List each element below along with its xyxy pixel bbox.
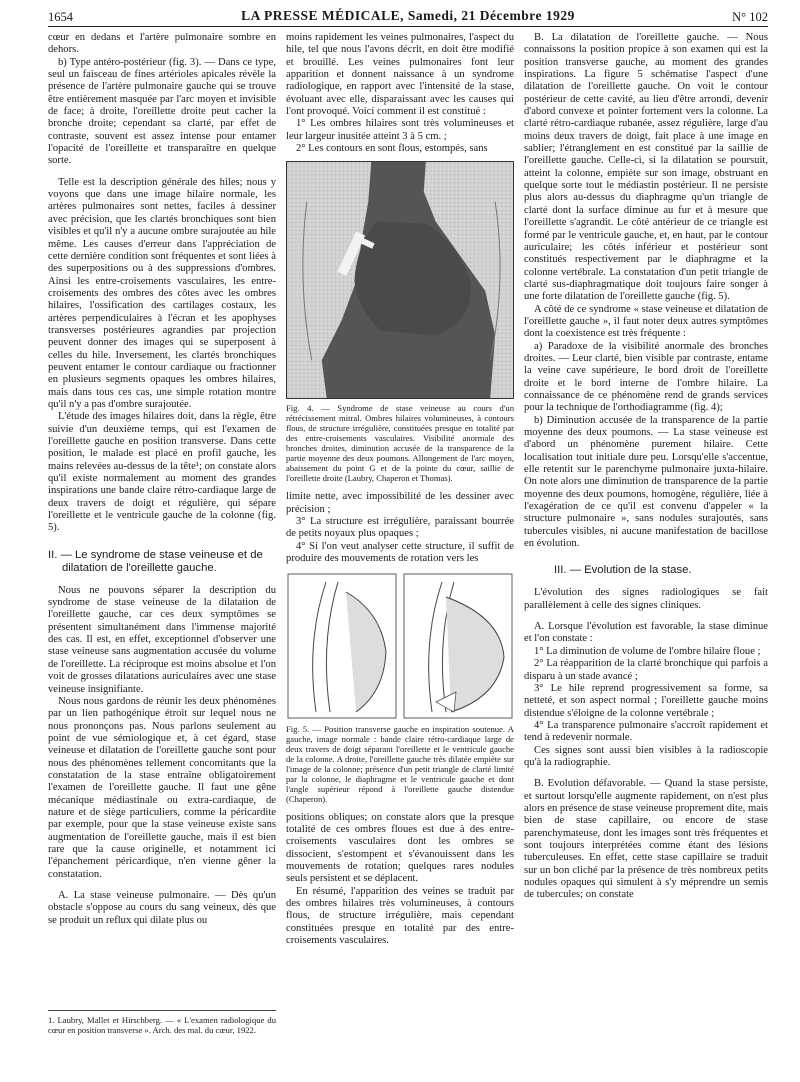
paragraph: positions obliques; on constate alors que la presque totalité de ces ombres floues est due à des entre-croisements vasculaires dont les ombres se dissocient, s'estompent et s'évanouissent dans les mouvements de rotation; quelques rares nodules seuls persistent et se déplacent. xyxy=(286,811,514,885)
issue-number: N° 102 xyxy=(732,10,768,24)
paragraph: 3° Le hile reprend progressivement sa forme, sa netteté, et son aspect normal ; l'oreillette gauche moins distendue s'éloigne de la colonne vertébrale ; xyxy=(524,682,768,719)
paragraph: 1° La diminution de volume de l'ombre hilaire floue ; xyxy=(534,645,761,657)
section-heading-2 xyxy=(48,549,276,575)
paragraph: Telle est la description générale des hiles; nous y voyons que dans une image hilaire normale, les artères pulmonaires sont nettes, faciles à dessiner avec précision, que les clartés bronchiques sont bien visibles et qu'il n'y a aucune ombre surajoutée au hile même. Les causes d'erreur dans l'appréciation de cette dernière condition sont fréquentes et sont liées à des superpositions ou à des suppressions d'ombres. Ainsi les entre-croisements vasculaires, les entre-croisements des ombres des côtes avec les ombres hilaires, l'ossification des cartilages costaux, les artères perpendiculaires à l'écran et les apophyses transverses postérieures agrandies par projection peuvent donner des images qui se superposent à celles du hile. Inversement, les clartés bronchiques peuvent entamer le contour cardiaque ou fractionner en plusieurs segments opaques les ombres hilaires, mais dans tous ces cas, une simple rotation montre qu'il n'y a pas d'ombre surajoutée. xyxy=(48,176,276,410)
column-middle xyxy=(286,32,514,947)
chest-radiograph-image xyxy=(287,162,513,398)
paragraph: Nous nous gardons de réunir les deux phénomènes par un lien pathogénique étroit sur lequel nous ne nous prononçons pas. Nous parlons seulement au point de vue sémiologique et, à cet égard, stase veineuse et dilatation de l'oreillette gauche sont pour nous des phénomènes tellement concomitants que la constatation de la stase entraîne obligatoirement l'examen de l'oreillette gauche. Il faut une gêne mécanique médiastinale ou extra-cardiaque, de nature et de siège particuliers, comme la péricardite par exemple, pour que la stase veineuse existe sans augmentation de l'oreillette gauche, mais il est bien rare que la cause originelle, et notamment ici l'épanchement péricardique, n'en vienne gêner la constatation. xyxy=(48,695,276,880)
paragraph: A. La stase veineuse pulmonaire. — Dès qu'un obstacle s'oppose au cours du sang veineux, dès que se produit un reflux qui dilate plus ou xyxy=(48,890,276,926)
column-right xyxy=(524,32,768,902)
paragraph: Ces signes sont aussi bien visibles à la radioscopie qu'à la radiographie. xyxy=(524,744,768,768)
paragraph: moins rapidement les veines pulmonaires, l'aspect du hile, tel que nous l'avons décrit, en doit être modifié et brouillé. Les veines pulmonaires font leur apparition et donnent naissance à un syndrome radiologique, en rapport avec l'intensité de la stase, évoluant avec elle, disparaissant avec les causes qui l'ont provoqué. Voici comment il est constitué : xyxy=(286,32,514,118)
page-header xyxy=(48,6,768,27)
column-left xyxy=(48,32,276,927)
paragraph: 4° La transparence pulmonaire s'accroît rapidement et tend à redevenir normale. xyxy=(524,719,768,744)
paragraph: cœur en dedans et l'artère pulmonaire sombre en dehors. xyxy=(48,32,276,56)
footnote: 1. Laubry, Mallet et Hirschberg. — « L'examen radiologique du cœur en position transverse ». Arch. des mal. du cœur, 1922. xyxy=(48,1010,276,1035)
paragraph: 3° La structure est irrégulière, paraissant bourrée de petits noyaux plus opaques ; xyxy=(286,516,514,540)
paragraph: A côté de ce syndrome « stase veineuse et dilatation de l'oreillette gauche », il faut noter deux autres symptômes dont la coexistence est très fréquente : xyxy=(524,303,768,340)
paragraph: L'évolution des signes radiologiques se fait parallèlement à celle des signes cliniques. xyxy=(524,587,768,611)
section-heading-line: dilatation de l'oreillette gauche. xyxy=(62,561,217,574)
paragraph: 4° Si l'on veut analyser cette structure, il suffit de produire des mouvements de rotation vers les xyxy=(286,540,514,565)
figure-5-caption: Fig. 5. — Position transverse gauche en inspiration soutenue. A gauche, image normale : bande claire rétro-cardiaque large de deux travers de doigt séparant l'oreillette et le ventricule gauche de la colonne. A droite, l'oreillette gauche très dilatée empiète sur l'image de la colonne; présence d'un petit triangle de clarté limité par la colonne, le diaphragme et le ventricule gauche et dont l'angle supérieur répond à l'oreillette gauche distendue (Chaperon). xyxy=(286,723,514,804)
section-heading-3: III. — Evolution de la stase. xyxy=(554,564,692,577)
paragraph: limite nette, avec impossibilité de les dessiner avec précision ; xyxy=(286,491,514,515)
figure-4-caption: Fig. 4. — Syndrome de stase veineuse au cours d'un rétrécissement mitral. Ombres hilaires volumineuses, à contours flous, de structure irrégulière, constituées presque en totalité par des entre-croisements vasculaires. Visibilité anormale des bronches droites, diminution accusée de la transparence de la partie moyenne des deux poumons. Allongement de l'arc moyen, abaissement du point G et de la pointe du cœur, saillie de l'oreillette droite (Laubry, Chaperon et Thomas). xyxy=(286,403,514,484)
paragraph: a) Paradoxe de la visibilité anormale des bronches droites. — Leur clarté, bien visible par contraste, entame la veine cave supérieure, le bord droit de l'oreillette droite et le bord interne de l'ombre hilaire. La connaissance de ce phénomène rend de grands services pour la technique de l'orthodiagramme (fig. 4); xyxy=(524,340,768,414)
position-transverse-diagram xyxy=(286,572,514,720)
paragraph: Nous ne pouvons séparer la description du syndrome de stase veineuse de la dilatation de l'oreillette gauche, car ces deux symptômes se présentent simultanément dans l'immense majorité des cas. Il est, en effet, exceptionnel d'observer une stase veineuse sans augmentation accusée du volume de l'oreillette. La réciproque est moins absolue et l'on voit de grosses dilatations auriculaires avec une stase veineuse insignifiante. xyxy=(48,584,276,695)
paragraph: A. Lorsque l'évolution est favorable, la stase diminue et l'on constate : xyxy=(524,621,768,645)
paragraph: 1° Les ombres hilaires sont très volumineuses et leur largeur inusitée atteint 3 à 5 cm. ; xyxy=(286,118,514,142)
paragraph: 2° La réapparition de la clarté bronchique qui parfois a disparu à un stade avancé ; xyxy=(524,658,768,682)
paragraph: L'étude des images hilaires doit, dans la règle, être suivie d'un deuxième temps, qui est l'examen de l'oreillette gauche en position transverse. Dans cette position, le malade est placé en profil gauche, les mains relevées au-dessus de la tête¹; on constate alors qu'il existe normalement au moment des grandes inspirations une bande claire rétro-cardiaque large de deux travers de doigt et régulière, qui sépare l'oreillette et le ventricule gauche de la colonne (fig. 5). xyxy=(48,411,276,534)
paragraph: b) Type antéro-postérieur (fig. 3). — Dans ce type, seul un faisceau de fines artérioles apicales révèle la présence de l'artère pulmonaire gauche qui se trouve être entièrement masquée par l'arc moyen et invisible de face; à droite, l'oreillette droite peut cacher la bronche droite; cependant sa clarté, par effet de contraste, souvent est assez intense pour entamer l'opacité de l'oreillette et transparaître en quelque sorte. xyxy=(48,56,276,167)
paragraph: b) Diminution accusée de la transparence de la partie moyenne des deux poumons. — La stase veineuse est d'abord un phénomène purement hilaire. Cette localisation tout initiale dure peu. Lorsqu'elle s'accentue, elle retentit sur le parenchyme pulmonaire juxta-hilaire. On note alors une diminution de transparence de la partie moyenne des deux poumons, homogène, régulière, liée à l'exagération de ce qu'il est convenu d'appeler « la structure pulmonaire », sans nodules surajoutés, sans tubercules visibles, ni aucune manifestation de bacillose en évolution. xyxy=(524,414,768,550)
paragraph: B. La dilatation de l'oreillette gauche. — Nous connaissons la position propice à son examen qui est la position transverse gauche, au moment des grandes inspirations. La figure 5 schématise l'aspect d'une dilatation de l'oreillette gauche. On voit le contour postérieur de cette cavité, au lieu d'être arrondi, devenir d'abord convexe et pointer fortement vers la colonne. La clarté rétro-cardiaque rubanée, assez régulière, large d'au moins deux travers de doigt, fait place à une image en sablier; l'étranglement en est constitué par la saillie de l'oreillette gauche. Celle-ci, si la dilatation se poursuit, atteint la colonne, empiète sur son image, obstruant en quelque sorte tout le médiastin postérieur. Il ne persiste plus alors au-dessus du diaphragme qu'un triangle de clarté dont la surface diminue au fur et à mesure que l'oreillette s'agrandit. Le côté antérieur de ce triangle est formé par le ventricule gauche, et, en haut, par le contour auriculaire; les côtés inférieur et postérieur sont constitués respectivement par le diaphragme et la colonne vertébrale. La constatation d'un petit triangle de clarté sus-diaphragmatique doit toujours faire songer à une forte dilatation de l'oreillette gauche (fig. 5). xyxy=(524,32,768,303)
section-heading-line: II. — Le syndrome de stase veineuse et de xyxy=(48,548,263,561)
page-number: 1654 xyxy=(48,10,73,24)
figure-5-diagram xyxy=(286,572,514,720)
journal-title: LA PRESSE MÉDICALE, Samedi, 21 Décembre 1929 xyxy=(241,8,575,23)
paragraph: En résumé, l'apparition des veines se traduit par des ombres hilaires très volumineuses, à contours flous, de structure irrégulière, mais cependant constituées presque en totalité par des entre-croisements vasculaires. xyxy=(286,885,514,946)
paragraph: B. Evolution défavorable. — Quand la stase persiste, et surtout lorsqu'elle augmente rapidement, on n'est plus alors en présence de stase veineuse proprement dite, mais bien de stase capillaire, ou encore de stase parenchymateuse, dont les images sont très fréquentes et sont toujours interprétées comme étant des lésions tuberculeuses. En effet, cette stase capillaire se traduit sur un bon cliché par la présence de très nombreux petits nodules opaques qui simulent à s'y méprendre un semis de tubercules; on constate xyxy=(524,778,768,901)
figure-4-radiograph xyxy=(286,161,514,399)
paragraph: 2° Les contours en sont flous, estompés, sans xyxy=(296,143,488,155)
